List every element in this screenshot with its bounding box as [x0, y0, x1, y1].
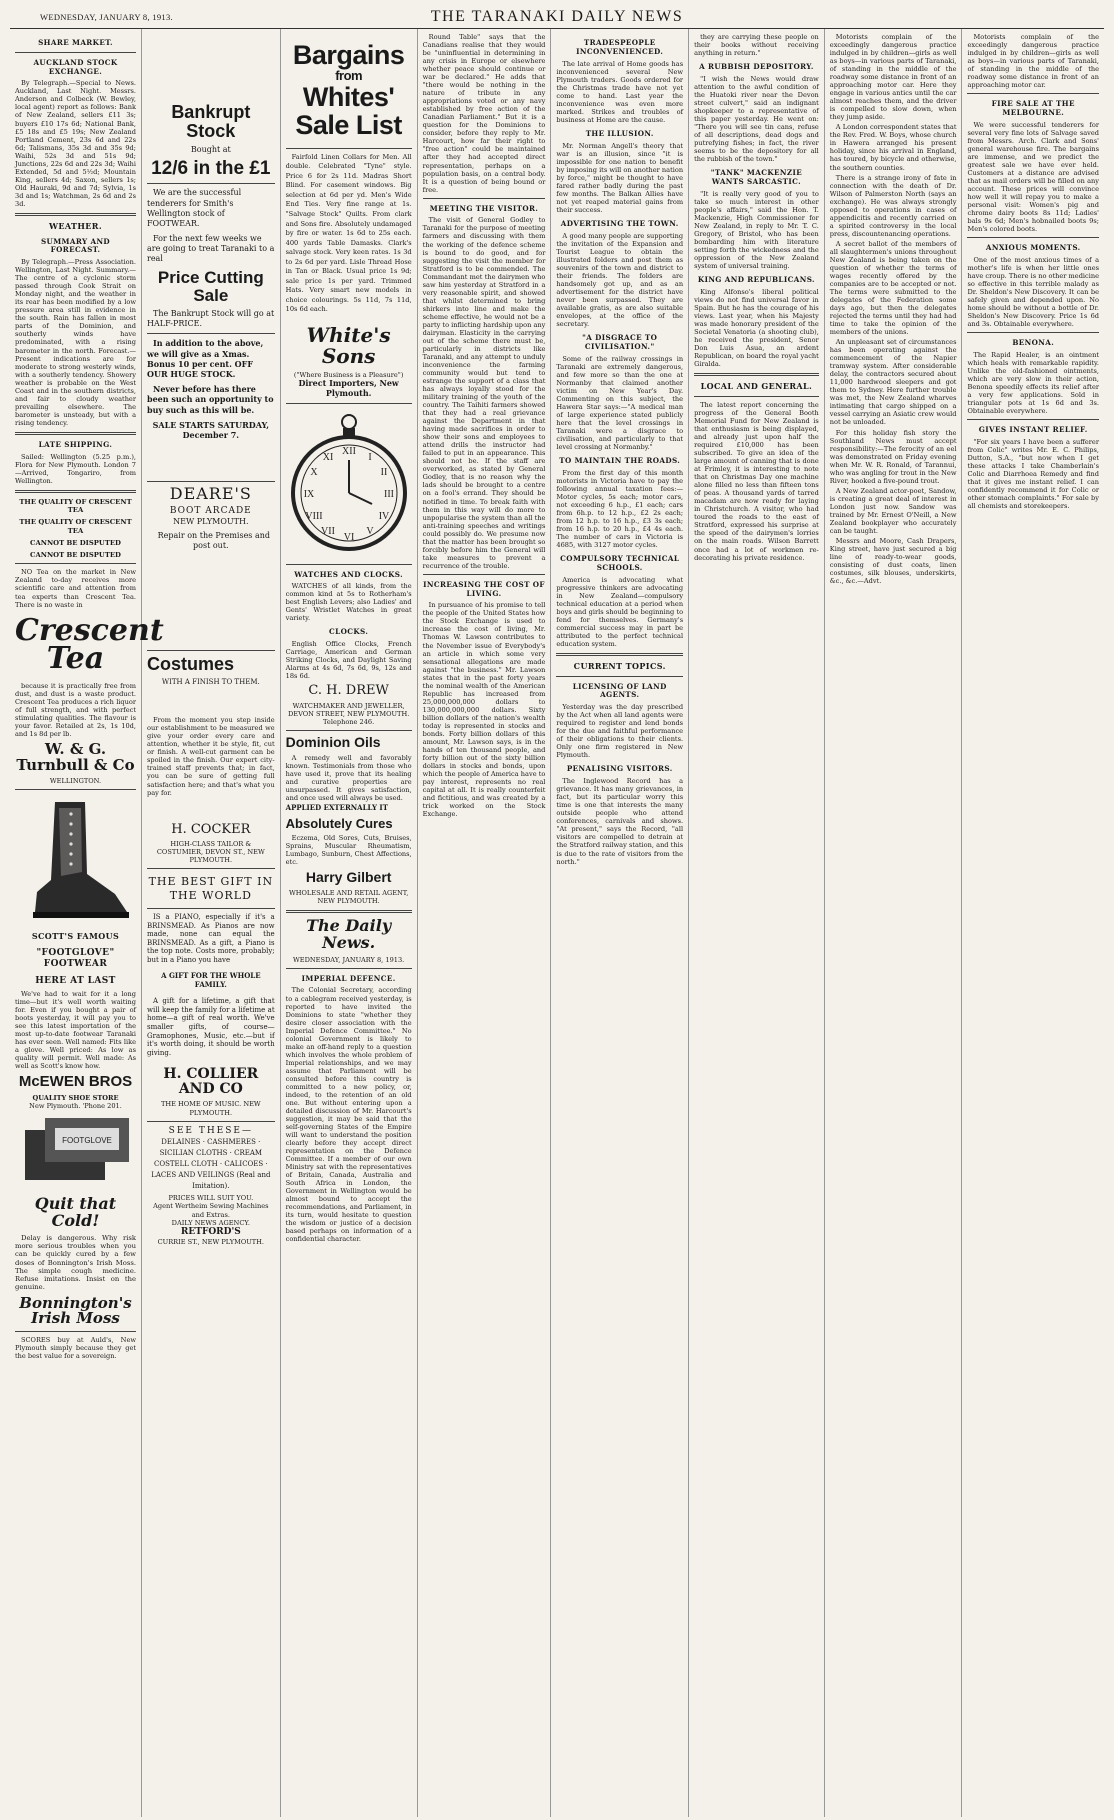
imperial-defence-heading: IMPERIAL DEFENCE. [301, 973, 396, 983]
column-7 [825, 29, 963, 1817]
anxious-moments-heading: ANXIOUS MOMENTS. [985, 243, 1081, 253]
disgrace-heading: "A DISGRACE TO CIVILISATION." [582, 333, 658, 351]
shipping-report: Sailed: Wellington (5.25 p.m.), Flora for New Plymouth. London 7—Arrived, Tongariro, from Wellington. [15, 452, 136, 485]
costumes-title: Costumes [147, 653, 235, 674]
local-general-text: The latest report concerning the progress of the General Booth Memorial Fund for New Zealand is that enthusiasm is being displayed, and already just upon half the required £10,000 has been subscribed. To give an idea of the large amount of canning that is done at Frimley, it is interesting to note that on Christmas Day one machine alone filled no less than fifteen tons of peas. A thousand yards of tarred macadam are now ready for laying in Christchurch. A visitor, who had toured the roads to the east of Stratford, expressed his surprise at the speed of the dairymen's lorries on the main roads. Wilson Barrett once had a lot of workmen re-decorating his private residence. [694, 400, 819, 562]
imperial-defence-text: The Colonial Secretary, according to a cablegram received yesterday, is reported to have invited the Dominions to state "whether they desire closer association with the Imperial Defence Committee." No colonial Government is likely to make an off-hand reply to a question which involves the whole problem of Imperial relationships, and we may assume that Parliament will be consulted before this country is committed to a new policy, or, indeed, to the retention of an old one. But without entering upon a detailed discussion of Mr. Harcourt's suggestion, it may be said that the self-governing States of the Empire will want to understand the position clearly before they accept direct representation on the Defence Committee. If a member of our own Ministry sat with the representatives of Britain, Canada, Australia and South Africa in London, the Government in Wellington would be almost bound to accept the recommendations, and Parliament, in its turn, would hesitate to question the wisdom or justice of a decision based perhaps on information of a confidential character. [285, 986, 412, 1244]
books-text: they are carrying these people on their books without receiving anything in return." [694, 33, 819, 58]
clocks-text: English Office Clocks, French Carriage, American and German Striking Clocks, and Daylight Saving Alarms at 4s 6d, 7s 6d, 9s, 12s and 18s 6d. [285, 640, 412, 681]
sale-list-word: Sale List [295, 110, 402, 141]
daily-news-nameplate: The Daily News. [306, 916, 392, 952]
fish-story-text: For this holiday fish story the Southland News must accept responsibility:—The ferocity of an eel was demonstrated on Friday evening when Mr. W. R. Ronald, of Tarannui, who was angling for trout in the New River, hooked a five-pound trout. [829, 428, 957, 485]
column-4 [418, 29, 552, 1817]
roads-heading: TO MAINTAIN THE ROADS. [559, 455, 681, 465]
scores-text: SCORES buy at Auld's, New Plymouth simply because they get the best value for a sovereign. [15, 1336, 136, 1361]
direct-importers: Direct Importers, New Plymouth. [298, 378, 399, 398]
cures-text: Eczema, Old Sores, Cuts, Bruises, Sprains, Muscular Rheumatism, Lumbago, Sunburn, Chest Affections, etc. [285, 834, 412, 867]
boot-arcade: BOOT ARCADE [169, 506, 252, 517]
bankrupt-stock: Bankrupt Stock [171, 102, 251, 141]
drapers-advt-text: Messrs and Moore, Cash Drapers, King street, have just secured a big line of ready-to-wear goods, consisting of dust coats, linen costumes, silk blouses, underskirts, &c., &c.—Advt. [829, 536, 957, 586]
scotts-heading: SCOTT'S FAMOUS [31, 931, 120, 942]
masthead [10, 6, 1104, 29]
harry-gilbert: Harry Gilbert [305, 869, 392, 886]
clocks-heading: CLOCKS. [329, 627, 369, 637]
collier-name: H. COLLIER AND CO [163, 1066, 259, 1097]
crescent-ad-text-2: because it is practically free from dust, and dust is a waste product. Crescent Tea produces a rich liquor of full strength, and with perfect stimulating qualities. The flavour is your favor. Retailed at 2s, 1s 10d, and 1s 8d per lb. [15, 681, 136, 738]
svg-text:V: V [366, 525, 374, 537]
disgrace-text: Some of the railway crossings in Taranaki are extremely dangerous, and few more so than the one at Normanby that claimed another victim on New Year's Day. Commenting on this subject, the Hawera Star says:—"A medical man of large experience stated publicly here that the level crossings in Taranaki were a disgrace to civilisation, and particularly to that level crossing at Normanby." [556, 354, 684, 451]
sale-list-items: Fairfold Linen Collars for Men. All double. Celebrated "Tyne" style. Price 6 for 2s 11d. Madras Short Blind. For casement windows. Big selection at 6d per yd. Men's Wide End Ties. Very fine range at 1s. "Salvage Stock" Quilts. From clark and Sons fire. Absolutely undamaged by fire or water. 1s 6d to 25s each. 400 yards Table Damasks. Clark's salvage stock. Very keen rates. 1s 3d to 2s 6d per yard. Lisle Thread Hose in Tan or Black. Usual price 1s 9d; sale price 1s per yard. Trimmed Hats. Very smart new models in choice colourings. 5s 11d, 7s 11d, 10s 6d each. [285, 152, 412, 314]
cocker-name: H. COCKER [171, 821, 251, 837]
half-price: The Bankrupt Stock will go at HALF-PRICE. [147, 308, 275, 328]
drew-sub: WATCHMAKER AND JEWELLER, DEVON STREET, NEW PLYMOUTH. Telephone 246. [287, 702, 410, 727]
turnbull-name: W. & G. Turnbull & Co [16, 739, 135, 774]
sale-starts: SALE STARTS SATURDAY, December 7. [152, 420, 269, 440]
here-at-last: HERE AT LAST [35, 976, 116, 987]
rubbish-heading: A RUBBISH DEPOSITORY. [699, 62, 814, 72]
round-table-text: Round Table" says that the Canadians realise that they would be "uninfluential in determining in any crisis in Europe or elsewhere whether peace should continue or war be declared." He adds that "there would be nothing in the nature of tribute in any appropriations voted or any navy established by free action of the Canadian Parliament." But it is a question for the Dominions to consider, before they reply to Mr. Harcourt, how far their right to "free action" could be maintained after they had accepted direct representation, perhaps on a population basis, on a central body. It is a question of being bound or free. [422, 33, 546, 194]
weather-report: By Telegraph.—Press Association. Wellington, Last Night. Summary.—The centre of a cyclonic storm passed through Cook Strait on Monday night, and the weather in its rear has been modified by a low pressure area still in evidence in the south. Rain has fallen in most parts of the Dominion, and southerly winds have predominated, with a rising barometer in the north. Forecast.—Present indications are for moderate to strong westerly winds, with a southerly tendency. Showery weather is probable on the West Coast and in the southern districts, and fair to cloudy weather prevailing elsewhere. The barometer is unsteady, but with a rising tendency. [15, 258, 136, 427]
bargains-word: Bargains [292, 40, 405, 70]
weather-heading: WEATHER. [48, 220, 103, 231]
irony-text: There is a strange irony of fate in connection with the death of Dr. Wilson of Palmerston North (says an exchange). He was always strongly opposed to operations in cases of appendicitis and recently carried on a spirited controversy in the local press, discountenancing operations. [829, 173, 957, 238]
share-report: By Telegraph.—Special to News. Auckland, Last Night. Messrs. Anderson and Colbeck (W. Bewley, local agent) report as follows: Bank of New Zealand, sellers £11 3s; buyers £10 17s 6d; National Bank, £5 18s and £5 19s; New Zealand Portland Cement, 23s 6d and 22s 6d; Talismans, 35s 3d and 35s 9d; Waihi, 52s 3d and 51s 9d; Junctions, 22s 6d and 22s 3d; Waihi Extended, 5d and 5½d; Mountain King, sellers 4d; Saxon, sellers 1s; Old Hauraki, 9d and 7d; Sylvia, 1s 3d and 1s; Watchman, 2s 6d and 2s 3d. [15, 79, 136, 208]
successful-tenderers: We are the successful tenderers for Smith's Wellington stock of FOOTWEAR. [147, 188, 242, 229]
penalising-heading: PENALISING VISITORS. [566, 764, 673, 774]
price-cutting-sale: Price Cutting Sale [157, 267, 264, 305]
crescent-disputed-1: CANNOT BE DISPUTED [30, 538, 121, 547]
licensing-text: Yesterday was the day prescribed by the Act when all land agents were required to register and lend bonds for the due and faithful performance of their obligations to their clients. Only one firm registered in New Plymouth. [556, 703, 684, 760]
editorial-date: WEDNESDAY, JANUARY 8, 1913. [293, 955, 405, 964]
deares-name: DEARE'S [169, 483, 252, 503]
napier-tramway-text: An unpleasant set of circumstances has been operating against the commencement of the Napier tramway system. After considerable delay, the contractors secured about 11,000 hardwood sleepers and got them to Sydney. Here further trouble was met, the New Zealand wharves intimating that cargo shipped on a vessel carrying an Asiatic crew would not be unloaded. [829, 338, 957, 427]
finish-subtitle: WITH A FINISH TO THEM. [161, 677, 260, 686]
daily-news-agency: DAILY NEWS AGENCY. [171, 1218, 250, 1227]
column-8 [962, 29, 1104, 1817]
crescent-tea-logo: Crescent Tea [15, 612, 164, 677]
applied-externally: APPLIED EXTERNALLY IT [285, 803, 388, 813]
drew-name: C. H. DREW [308, 683, 389, 699]
rubbish-text: "I wish the News would draw attention to the awful condition of the Huatoki river near the Devon street culvert," said an indignant shopkeeper to a representative of this paper yesterday. He went on: "There you will see tin cans, refuse of all descriptions, dead dogs and putrefying fishes; in fact, the river seems to be the depository for all the rubbish of the town." [694, 74, 819, 164]
whites-word: Whites' [302, 81, 395, 112]
tank-mackenzie-text: "It is really very good of you to take so much interest in other people's affairs," said the Hon. T. Mackenzie, High Commissioner for New Zealand, in reply to Mr. T. C. Gregory, of Bristol, who has been bombarding him with literature setting forth the wickedness and the oppression of the New Zealand system of universal training. [694, 189, 819, 271]
costumes-text: From the moment you step inside our establishment to be measured we give your order every care and attention, whether it be style, fit, cut or finish. A well-cut garment can be spoiled in the finish. Our expert city-trained staff prevents that; in fact, you can be sure of getting full satisfaction here; and that's what you pay for. [147, 716, 275, 797]
london-correspondent-text: A London correspondent states that the Rev. Fred. W. Boys, whose church in Hawera arranged his present holiday, since his arrival in England, has toured, by bicycle and otherwise, the southern counties. [829, 123, 957, 172]
king-republicans-text: King Alfonso's liberal political views do not find universal favor in Spain. But he has the courage of his views. Last year, when his Majesty was made honorary president of the Societal Venatoria (a shooting club), he received the president, Senor Don Luis Asua, an ardent Republican, on board the royal yacht Giralda. [694, 287, 819, 369]
king-republicans-heading: KING AND REPUBLICANS. [697, 275, 815, 285]
mcewen-sub: QUALITY SHOE STORE [32, 1094, 119, 1103]
bought-at: Bought at [190, 144, 231, 154]
bonningtons-logo: Bonnington's Irish Moss [19, 1293, 132, 1328]
licensing-heading: LICENSING OF LAND AGENTS. [572, 681, 667, 700]
column-1 [10, 29, 164, 1817]
ballot-text: A secret ballot of the members of all slaughtermen's unions throughout New Zealand is being taken on the question of whether the terms of wages recently offered by the companies are to be accepted or not. The terms were submitted to the delegates of the Federation some days ago, but then the delegates rejected the terms until they had had time to take the opinion of the members of the unions. [829, 239, 957, 337]
scotts-text: We've had to wait for it a long time—but it's well worth waiting for. Even if you bought a pair of boots yesterday, it will pay you to see this latest importation of the most up-to-date footwear Taranaki has ever seen. Well named: Fits like a glove. Well priced: As low as quality will permit. Well made: As well as Scott's know how. [15, 990, 136, 1071]
tradespeople-heading: TRADESPEOPLE INCONVENIENCED. [576, 38, 664, 56]
tradespeople-text: The late arrival of Home goods has inconvenienced several New Plymouth traders. Goods ordered for the Christmas trade have not yet come to hand. Last year the inconvenience was even more marked. Strikes and troubles of business at Home are the cause. [556, 59, 684, 124]
motorists-complain-text: Motorists complain of the exceedingly dangerous practice indulged in by children—girls as well as boys—in various parts of Taranaki, of standing in the middle of the roadway some distance in front of an approaching motor car. [967, 33, 1099, 90]
issue-date: WEDNESDAY, JANUARY 8, 1913. [40, 12, 173, 22]
crescent-disputed-2: CANNOT BE DISPUTED [30, 551, 121, 560]
local-general-heading: LOCAL AND GENERAL. [700, 381, 813, 392]
svg-text:X: X [310, 466, 318, 478]
whites-sale-ad [286, 41, 412, 140]
whites-motto: ("Where Business is a Pleasure") [293, 370, 404, 379]
crescent-quality-1: THE QUALITY OF CRESCENT TEA [19, 497, 132, 514]
xmas-bonus: In addition to the above, we will give as a Xmas. Bonus 10 per cent. OFF OUR HUGE STOCK. [147, 338, 264, 380]
svg-text:XI: XI [322, 451, 333, 463]
price-in-pound: 12/6 in the £1 [151, 158, 271, 180]
retfords-address: CURRIE ST., NEW PLYMOUTH. [157, 1237, 265, 1246]
svg-text:VI: VI [343, 531, 354, 543]
goods-list: DELAINES · CASHMERES · SICILIAN CLOTHS · CREAM COSTELL CLOTH · CALICOES · LACES AND VEILINGS (Real and Imitation). [151, 1137, 271, 1191]
column-6 [689, 29, 825, 1817]
crescent-ad-text: NO Tea on the market in New Zealand to-day receives more scientific care and attention from tea experts than Crescent Tea. There is no waste in [15, 568, 136, 609]
boot-illustration [15, 794, 135, 924]
svg-text:VIII: VIII [305, 510, 323, 522]
svg-text:VII: VII [320, 525, 335, 537]
illusion-heading: THE ILLUSION. [585, 128, 654, 138]
svg-text:XII: XII [341, 445, 356, 457]
best-gift: THE BEST GIFT IN THE WORLD [148, 875, 274, 902]
footglove-title: "FOOTGLOVE" FOOTWEAR [36, 948, 115, 970]
quit-text: Delay is dangerous. Why risk more serious troubles when you can be quickly cured by a few doses of Bonnington's Irish Moss. The simple cough medicine. Refuse imitations. Insist on the genuine. [15, 1233, 136, 1292]
cocker-sub: HIGH-CLASS TAILOR & COSTUMIER, DEVON ST., NEW PLYMOUTH. [156, 840, 265, 865]
summary-heading: SUMMARY AND FORECAST. [40, 236, 111, 255]
crescent-quality-2: THE QUALITY OF CRESCENT TEA [19, 518, 132, 535]
benona-text: The Rapid Healer, is an ointment which heals with remarkable rapidity. Unlike the old-fashioned ointments, which are very slow in their action, Benona speedily effects its relief after a very few applications. Sold in triangular pots at 1s 6d and 3s. Obtainable everywhere. [967, 351, 1099, 416]
illusion-text: Mr. Norman Angell's theory that war is an illusion, since "it is impossible for one nation to benefit by imposing its will on another nation by force," might be thought to have fared rather badly during the past few months. The Balkan Allies have not yet reaped material gains from their success. [556, 141, 684, 214]
current-topics-heading: CURRENT TOPICS. [573, 660, 666, 671]
absolutely-cures: Absolutely Cures [285, 815, 393, 831]
from-word: from [335, 68, 363, 84]
shipping-heading: LATE SHIPPING. [38, 439, 113, 449]
gift-whole-family: A GIFT FOR THE WHOLE FAMILY. [161, 971, 261, 989]
tank-mackenzie-heading: "TANK" MACKENZIE WANTS SARCASTIC. [710, 168, 803, 186]
piano-text: IS a PIANO, especially if it's a BRINSMEAD. As Pianos are now made, none can equal the BRINSMEAD. As a gift, a Piano is the top note. Costs more, probably; but in a Piano you have [147, 913, 275, 964]
watches-text: WATCHES of all kinds, from the common kind at 5s to Rotherham's best English Levers; also Ladies' and Gents' Wristlet Watches in great variety. [285, 582, 412, 623]
motorists-text: Motorists complain of the exceedingly dangerous practice indulged in by children—girls as well as boys—in various parts of Taranaki, of standing in the middle of the roadway some distance in front of an approaching motor car. Here they engage in various antics until the car almost reaches them, and the driver is compelled to slow down, when they jump aside. [829, 33, 957, 122]
oils-text: A remedy well and favorably known. Testimonials from those who have used it, prove that its healing and curative properties are unsurpassed. It gives satisfaction, and once used will always be used. [285, 753, 412, 802]
anxious-moments-text: One of the most anxious times of a mother's life is when her little ones have croup. There is no other medicine so effective in this terrible malady as Dr. Sheldon's New Discovery. It can be safely given and depended upon. No home should be without a bottle of Dr. Sheldon's New Discovery. Price 1s 6d and 3s. Obtainable everywhere. [967, 256, 1099, 329]
svg-text:I: I [367, 451, 372, 463]
meeting-visitor-heading: MEETING THE VISITOR. [429, 203, 539, 213]
penalising-text: The Inglewood Record has a grievance. It has many grievances, in fact, but its particular worry this time is one that interests the many outside people who attend conferences, carnivals and shows. "At present," says the Record, "all visitors are compelled to detrain at the Stratford railway station, and this is due to the rate of visitors from the north." [556, 777, 684, 866]
mcewen-name: McEWEN BROS [18, 1073, 133, 1091]
advertising-heading: ADVERTISING THE TOWN. [560, 218, 679, 228]
dominion-oils: Dominion Oils [285, 734, 381, 751]
advertising-text: A good many people are supporting the invitation of the Expansion and Tourist League to obtain the illustrated folders and post them as souvenirs of the town and district to their friends. The folders are handsomely got up, and as an advertisement for the district have never been surpassed. They are available gratis, as are also suitable envelopes, at the office of the secretary. [556, 231, 684, 328]
cost-of-living-heading: INCREASING THE COST OF LIVING. [423, 579, 545, 598]
svg-text:II: II [380, 466, 387, 478]
auckland-heading: AUCKLAND STOCK EXCHANGE. [33, 57, 118, 76]
roads-text: From the first day of this month motorists in Victoria have to pay the following annual taxation fees:—Motor cycles, 5s each; motor cars, not exceeding 6 h.p., £1 each; cars from 6h.p. to 12 h.p., £2 2s each; from 12 h.p. to 16 h.p., £3 3s each; from 16 h.p. to 20 h.p., £4 4s each. The number of cars in Victoria is 4685, with 3127 motor cycles. [556, 468, 684, 550]
cost-of-living-text: In pursuance of his promise to tell the people of the United States how the Stock Exchange is used to increase the cost of living, Mr. Thomas W. Lawson contributes to the November issue of Everybody's an article in which some very sensational allegations are made against "the business." Mr. Lawson states that in the past forty years the nominal wealth of the American Republic has increased from 25,000,000,000 dollars to 130,000,000,000 dollars. Sixty billion dollars of the nation's wealth today is represented in stocks and bonds. Forty billion dollars of this amount, Mr. Lawson says, is in the hands of ten thousand people, and forty billion out of the sixty billion dollars in stocks and bonds, upon which the people of America have to pay interest, represents no real capital at all. It is really counterfeit and fictitious, and was created by a trick worked on the Stock Exchange. [422, 601, 546, 819]
sandow-text: A New Zealand actor-poet, Sandow, is creating a great deal of interest in London just now. Sandow was trained by Mr. Ernest O'Neill, a New Zealand bookplayer who accurately can be taught. [829, 486, 957, 535]
instant-relief-text: "For six years I have been a sufferer from Colic" writes Mr. E. C. Philips, Dutton, S.A., "but now when I get these attacks I take Chamberlain's Colic and Diarrhoea Remedy and find that it gives me instant relief. I can confidently recommend it for Colic or other stomach complaints." For sale by all chemists and storekeepers. [967, 438, 1099, 511]
meeting-visitor-text: The visit of General Godley to Taranaki for the purpose of meeting farmers and discussing with them the working of the defence scheme is bound to do good, and for suggesting the visit the member for Stratford is to be commended. The Commandant met the dairymen who saw him yesterday at Stratford in a very reasonable spirit, and showed that whilst determined to bring shirkers into line and make the scheme effective, he would not be a party to inflicting hardship upon any dairyman. Elasticity in the carrying out of the scheme there must be, particularly in districts like Taranaki, and any attempt to unduly inconvenience the farming community would but tend to estrange the support of a class that has always loyally stood for the military training of the youth of the country. The Taihiti farmers showed that they had a real grievance against the Department in that having made sacrifices in order to show their sons and employees to attend drills the instructor had failed to put in an appearance. This should not be. If the staff are overworked, as stated by General Godley, that is no reason why the lads should be brought to a centre on a fool's errand. They should be notified in time. To break faith with them in this way will do more to unpopularise the system than all the anti-training speeches and writings could possibly do. We presume now that the matter has been brought so forcibly before him the General will take measures to prevent a recurrence of the trouble. [422, 216, 546, 570]
svg-text:IX: IX [303, 488, 314, 500]
gift-text: A gift for a lifetime, a gift that will keep the family for a lifetime at home—a gift of real worth. We've smaller gifts, of course—Gramophones, Music, etc.—but if it's worth doing, it should be worth giving. [147, 997, 275, 1057]
see-these: SEE THESE— [168, 1125, 253, 1136]
mcewen-address: New Plymouth. 'Phone 201. [29, 1102, 122, 1111]
benona-heading: BENONA. [1012, 338, 1055, 348]
turnbull-city: WELLINGTON. [49, 777, 102, 786]
svg-text:FOOTGLOVE: FOOTGLOVE [62, 1136, 112, 1146]
column-3 [281, 29, 418, 1817]
repair-premises: Repair on the Premises and post out. [157, 531, 270, 551]
collier-music: THE HOME OF MUSIC. NEW PLYMOUTH. [160, 1100, 261, 1117]
newspaper-title: THE TARANAKI DAILY NEWS [430, 8, 684, 25]
never-before: Never before has there been such an opportunity to buy such as this will be. [147, 383, 274, 415]
whites-sons-logo: White's Sons [306, 322, 391, 368]
shoe-box-illustration [15, 1110, 135, 1190]
deares-city: NEW PLYMOUTH. [173, 517, 249, 527]
instant-relief-heading: GIVES INSTANT RELIEF. [978, 425, 1088, 435]
prices-suit: PRICES WILL SUIT YOU. [168, 1194, 254, 1203]
watches-heading: WATCHES AND CLOCKS. [294, 569, 404, 579]
technical-text: America is advocating what progressive thinkers are advocating in New Zealand—compulsory technical education at a period when boys and girls should be beginning to fend for themselves. Germany's commercial success may in part be attributed to the perfect technical education system. [556, 575, 684, 648]
column-2 [142, 29, 281, 1817]
column-5 [551, 29, 689, 1817]
share-market-heading: SHARE MARKET. [38, 38, 113, 47]
retfords-name: RETFORD'S [180, 1226, 241, 1237]
pocket-watch-illustration [286, 408, 412, 558]
sewing-agent: Agent Wertheim Sewing Machines and Extras. [153, 1202, 269, 1219]
svg-text:III: III [383, 488, 394, 500]
next-few-weeks: For the next few weeks we are going to treat Taranaki to a real [147, 233, 275, 264]
fire-sale-heading: FIRE SALE AT THE MELBOURNE. [991, 99, 1075, 117]
technical-heading: COMPULSORY TECHNICAL SCHOOLS. [560, 554, 680, 572]
svg-text:IV: IV [378, 510, 389, 522]
harry-sub: WHOLESALE AND RETAIL AGENT, NEW PLYMOUTH. [288, 889, 409, 906]
fire-sale-text: We were successful tenderers for several very fine lots of Salvage saved from Messrs. Arch. Clark and Sons' general warehouse fire. The bargains are immense, and we predict the greatest sale we have ever held. Customers at a distance are advised that as mail orders will be filled on any account. These prices will convince how well it will repay you to make a personal visit: Women's pig and chrome dairy boots 8s 11d; Ladies' bals 9s 6d; Men's hobnailed boots 9s; Men's colored boots. [967, 120, 1099, 234]
quit-that-cold: Quit that Cold! [34, 1194, 117, 1230]
